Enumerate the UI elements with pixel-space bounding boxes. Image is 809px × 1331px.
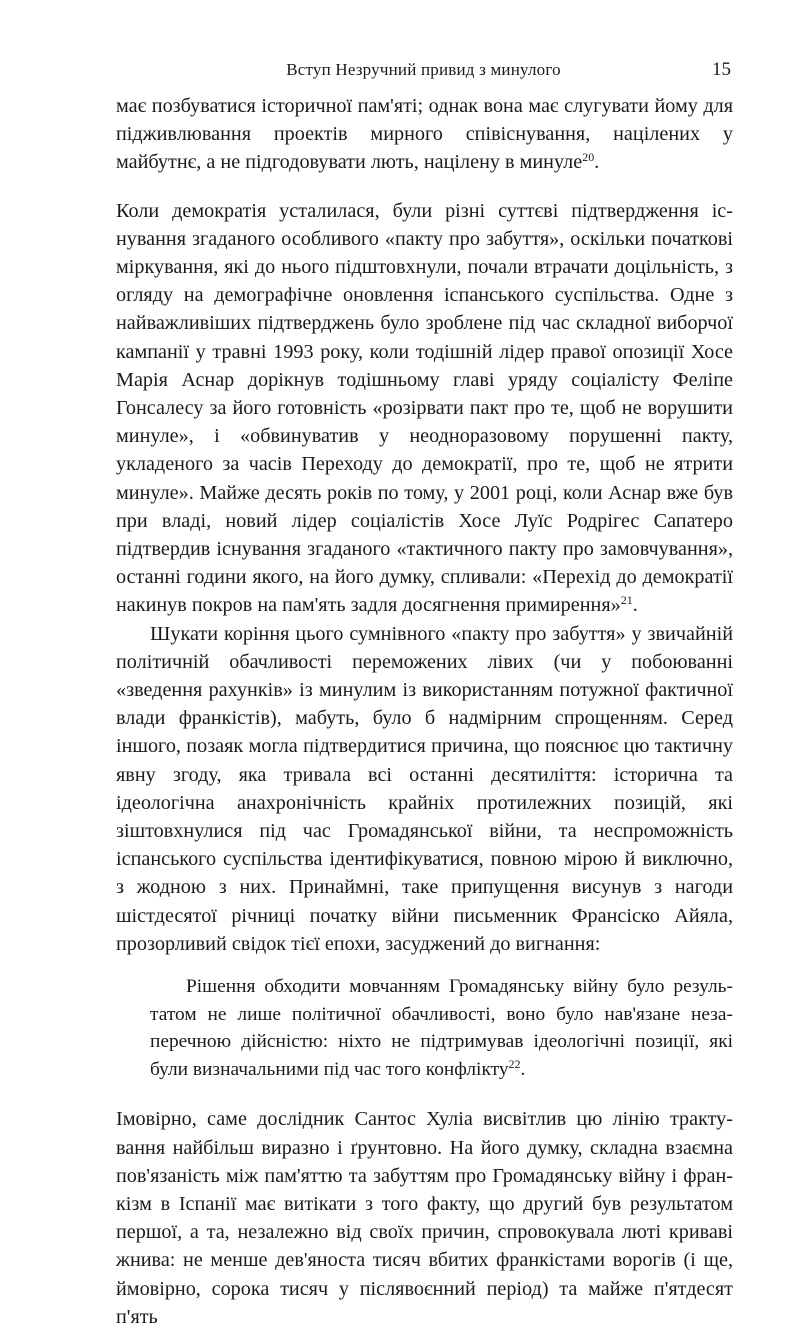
running-header	[116, 58, 731, 82]
paragraph	[116, 1105, 733, 1331]
quote-text: Рішення обходити мовчанням Громадянську війну було результатом не лише політичної обачливості, воно було нав'язане незаперечною дійсністю: ніхто не підтримував ідеологічні позиції, які були визначальними під час того конфлікту	[150, 976, 733, 1080]
footnote-ref: 20	[582, 150, 595, 165]
quote-end-punct: .	[520, 1058, 526, 1080]
page-body	[116, 92, 733, 1331]
paragraph	[116, 197, 733, 620]
paragraph-text: Імовірно, саме дослідник Сантос Хуліа висвітлив цю лінію трактування найбільш виразно і ґрунтовно. На його думку, складна взаємна пов'язаність між пам'яттю та забуттям про Громадянську війну і франкізм в Іспанії має витікати з того факту, що другий був результатом першої, а та, незалежно від своїх причин, спровокувала люті криваві жнива: не менше дев'яноста тисяч вбитих франкістами ворогів (і ще, ймовірно, сорока тисяч у післявоєнний період) та майже п'ятдесят п'ять	[116, 1108, 733, 1328]
paragraph-text: Шукати коріння цього сумнівного «пакту про забуття» у звичайній політичній обачливості переможених лівих (чи у побоюванні «зведення рахунків» із минулим із використанням потужної фактичної влади франкістів), мабуть, було б надмірним спрощенням. Серед іншого, позаяк могла підтвердитися причина, що пояснює цю тактичну явну згоду, яка тривала всі останні десятиліття: історична та ідеологічна анахронічність крайніх протилежних позицій, які зіштовхнулися під час Громадянської війни, та неспроможність іспанського суспільства ідентифікуватися, повною мірою й виключно, з жодною з них. Принаймні, таке припущення висунув з нагоди шістдесятої річниці початку війни письменник Франсіско Айяла, прозорливий свідок тієї епохи, засуджений до вигнання:	[116, 622, 733, 955]
paragraph	[116, 620, 733, 958]
page-number: 15	[712, 59, 731, 80]
chapter-title: Вступ Незручний привид з минулого	[286, 60, 561, 79]
footnote-ref: 22	[508, 1056, 521, 1071]
paragraph-continuation	[116, 92, 733, 177]
paragraph-text: має позбуватися історичної пам'яті; однак вона має слугувати йому для підживлювання проектів мирного співіснування, націлених у майбутнє, а не підгодовувати лють, націлену в минуле	[116, 95, 733, 174]
paragraph-end-punct: .	[632, 594, 638, 617]
paragraph-text: Коли демократія усталилася, були різні суттєві підтвердження існування згаданого особливого «пакту про забуття», оскільки початкові міркування, які до нього підштовхнули, почали втрачати доцільність, з огляду на демографічне оновлення іспанського суспільства. Одне з найважливіших підтверджень було зроблене під час складної виборчої кампанії у травні 1993 року, коли тодішній лідер правої опозиції Хосе Марія Аснар дорікнув тодішньому главі уряду соціалісту Феліпе Гонсалесу за його готовність «розірвати пакт про те, щоб не ворушити минуле», і «обвинуватив у неодноразовому порушенні пакту, укладеного за часів Переходу до демократії, про те, щоб не ятрити минуле». Майже десять років по тому, у 2001 році, коли Аснар вже був при владі, новий лідер соціалістів Хосе Луїс Родрігес Сапатеро підтвердив існування згаданого «тактичного пакту про замовчування», останні години якого, на його думку, спливали: «Перехід до демократії накинув покров на пам'ять задля досягнення примирення»	[116, 199, 733, 617]
block-quote	[116, 973, 733, 1083]
paragraph-end-punct: .	[594, 151, 600, 174]
footnote-ref: 21	[620, 593, 633, 608]
